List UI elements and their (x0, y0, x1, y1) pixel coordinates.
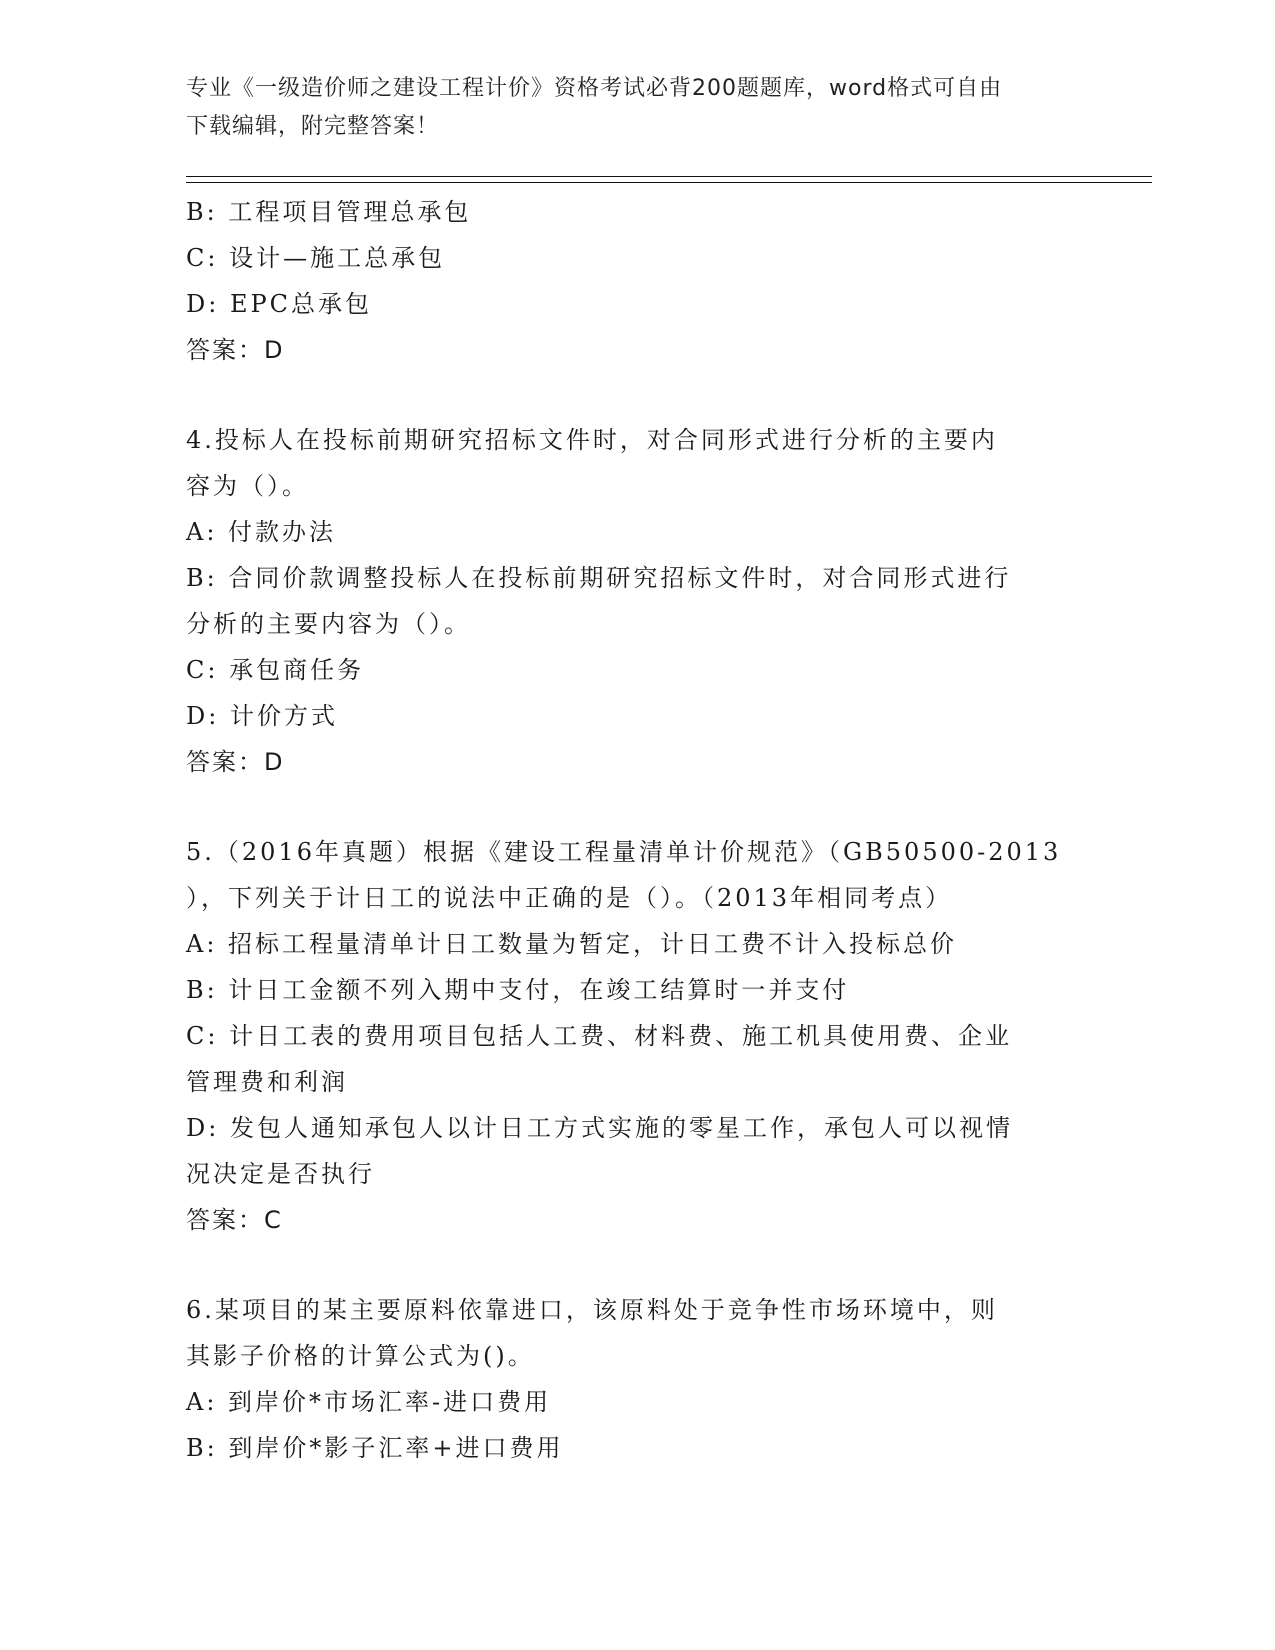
question-3-option-d: D: EPC总承包 (186, 290, 372, 318)
question-4-option-c: C: 承包商任务 (186, 656, 365, 684)
question-5-option-c-line-1: C: 计日工表的费用项目包括人工费、材料费、施工机具使用费、企业 (186, 1022, 1013, 1050)
question-5-option-a: A: 招标工程量清单计日工数量为暂定，计日工费不计入投标总价 (186, 930, 958, 958)
question-5-stem-line-1: 5.（2016年真题）根据《建设工程量清单计价规范》（GB50500-2013 (186, 838, 1062, 866)
question-6 (186, 1287, 1086, 1471)
question-6-option-a: A: 到岸价*市场汇率-进口费用 (186, 1388, 552, 1416)
question-3-option-c: C: 设计—施工总承包 (186, 244, 446, 272)
question-list (186, 189, 1086, 1471)
question-4-stem-line-2: 容为（）。 (186, 472, 309, 500)
question-4 (186, 417, 1086, 785)
spacer (186, 785, 1086, 829)
question-4-option-b-line-1: B: 合同价款调整投标人在投标前期研究招标文件时，对合同形式进行 (186, 564, 1012, 592)
question-4-stem-line-1: 4.投标人在投标前期研究招标文件时，对合同形式进行分析的主要内 (186, 426, 998, 454)
question-6-option-b: B: 到岸价*影子汇率+进口费用 (186, 1434, 564, 1462)
header-divider-top (186, 176, 1152, 177)
question-5-option-b: B: 计日工金额不列入期中支付，在竣工结算时一并支付 (186, 976, 850, 1004)
question-3 (186, 189, 1086, 373)
header-line-2: 下载编辑，附完整答案！ (186, 114, 440, 139)
question-6-stem-line-2: 其影子价格的计算公式为()。 (186, 1342, 535, 1370)
spacer (186, 373, 1086, 417)
document-header (186, 70, 1086, 146)
question-5 (186, 829, 1086, 1243)
question-5-option-c-line-2: 管理费和利润 (186, 1068, 348, 1096)
question-4-answer: 答案：D (186, 748, 285, 776)
question-4-option-d: D: 计价方式 (186, 702, 338, 730)
spacer (186, 1243, 1086, 1287)
question-4-option-a: A: 付款办法 (186, 518, 337, 546)
question-3-option-b: B: 工程项目管理总承包 (186, 198, 472, 226)
question-5-answer: 答案：C (186, 1206, 283, 1234)
question-4-option-b-line-2: 分析的主要内容为（）。 (186, 610, 471, 638)
header-line-1: 专业《一级造价师之建设工程计价》资格考试必背200题题库，word格式可自由 (186, 76, 1003, 101)
question-3-answer: 答案：D (186, 336, 285, 364)
question-5-option-d-line-1: D: 发包人通知承包人以计日工方式实施的零星工作，承包人可以视情 (186, 1114, 1013, 1142)
question-5-option-d-line-2: 况决定是否执行 (186, 1160, 375, 1188)
question-6-stem-line-1: 6.某项目的某主要原料依靠进口，该原料处于竞争性市场环境中，则 (186, 1296, 998, 1324)
question-5-stem-line-2: ），下列关于计日工的说法中正确的是（）。（2013年相同考点） (186, 884, 953, 912)
header-divider-bottom (186, 182, 1152, 183)
